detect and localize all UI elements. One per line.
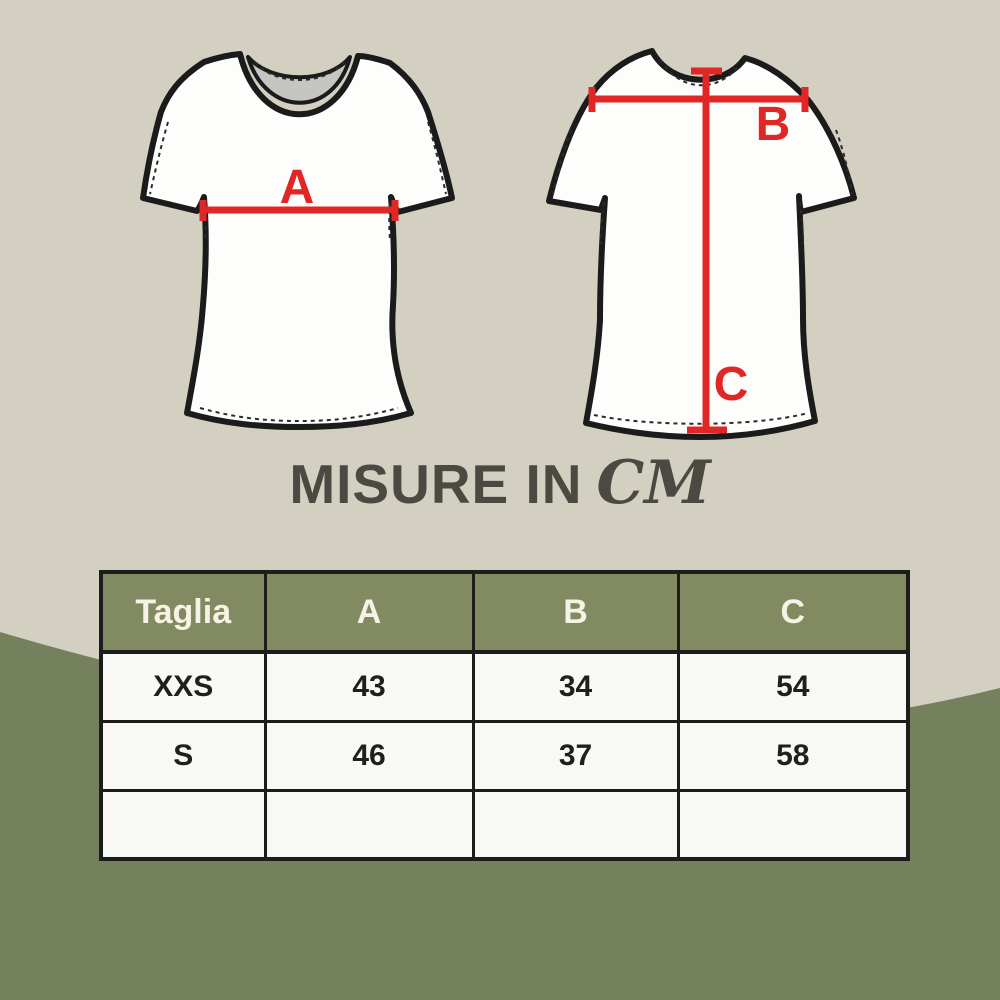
shirts-diagram [0,0,1000,460]
table-row-xxs [101,652,908,721]
column-header-taglia: Taglia [101,572,265,652]
length-measure-label: C [713,358,749,411]
column-header-b: B [473,572,678,652]
measure-b-cell: 37 [473,721,678,790]
front-shirt-illustration [143,54,452,427]
size-cell: XXS [101,652,265,721]
size-cell: S [101,721,265,790]
chest-measure-label: A [279,161,315,214]
measure-a-cell: 43 [265,652,473,721]
table-row-empty [101,790,908,859]
measure-c-cell: 54 [678,652,908,721]
measure-c-cell: 58 [678,721,908,790]
page-title [0,448,1000,518]
title-text: MISURE IN [289,453,583,515]
measure-a-cell: 46 [265,721,473,790]
size-cell [101,790,265,859]
back-shirt-illustration [549,51,854,437]
title-unit: CM [596,448,711,518]
measure-b-cell [473,790,678,859]
measure-a-cell [265,790,473,859]
measure-b-cell: 34 [473,652,678,721]
shoulder-measure-label: B [755,98,791,151]
measure-c-cell [678,790,908,859]
column-header-a: A [265,572,473,652]
front-shirt-body [143,54,452,427]
column-header-c: C [678,572,908,652]
table-row-s [101,721,908,790]
size-table [99,570,910,861]
table-header-row [101,572,908,652]
